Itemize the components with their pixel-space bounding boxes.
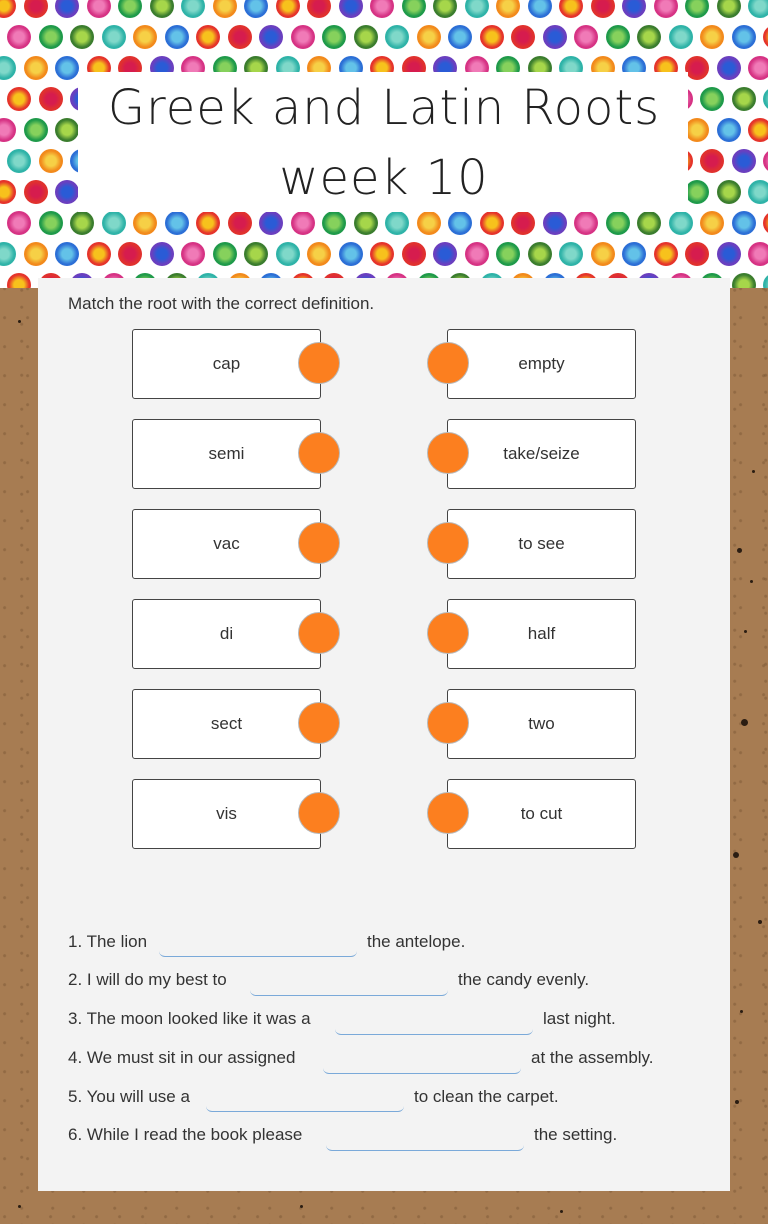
match-connector-handle[interactable] xyxy=(427,792,469,834)
answer-blank-1[interactable] xyxy=(159,936,357,957)
decorative-dot xyxy=(717,56,741,80)
decorative-dot xyxy=(165,211,189,235)
decorative-dot xyxy=(417,211,441,235)
decorative-dot xyxy=(354,211,378,235)
decorative-dot xyxy=(39,25,63,49)
match-connector-handle[interactable] xyxy=(298,702,340,744)
sentence-3-end: last night. xyxy=(543,1009,616,1028)
decorative-dot xyxy=(385,211,409,235)
definition-label: two xyxy=(528,714,555,733)
decorative-dot xyxy=(433,0,457,18)
decorative-dot xyxy=(732,273,756,288)
instructions-text: Match the root with the correct definition. xyxy=(68,294,375,313)
root-card-semi[interactable] xyxy=(132,419,321,489)
decorative-dot xyxy=(685,242,709,266)
cork-fleck xyxy=(300,1205,303,1208)
decorative-dot xyxy=(7,211,31,235)
decorative-dot xyxy=(70,211,94,235)
decorative-dot xyxy=(244,0,268,18)
cork-fleck xyxy=(741,719,748,726)
cork-fleck xyxy=(752,470,755,473)
root-card-vac[interactable] xyxy=(132,509,321,579)
match-connector-handle[interactable] xyxy=(298,432,340,474)
decorative-dot xyxy=(732,25,756,49)
cork-fleck xyxy=(560,1210,563,1213)
decorative-dot xyxy=(528,0,552,18)
decorative-dot xyxy=(622,242,646,266)
definition-card-half[interactable] xyxy=(447,599,636,669)
sentence-2-start: 2. I will do my best to xyxy=(68,970,227,989)
decorative-dot xyxy=(496,0,520,18)
match-connector-handle[interactable] xyxy=(427,702,469,744)
cork-fleck xyxy=(735,1100,739,1104)
decorative-dot xyxy=(511,211,535,235)
decorative-dot xyxy=(181,0,205,18)
decorative-dot xyxy=(717,242,741,266)
decorative-dot xyxy=(637,211,661,235)
decorative-dot xyxy=(322,211,346,235)
decorative-dot xyxy=(654,0,678,18)
decorative-dot xyxy=(7,25,31,49)
decorative-dot xyxy=(559,242,583,266)
definition-card-take-seize[interactable] xyxy=(447,419,636,489)
decorative-dot xyxy=(307,242,331,266)
decorative-dot xyxy=(0,242,16,266)
decorative-dot xyxy=(559,0,583,18)
decorative-dot xyxy=(465,242,489,266)
decorative-dot xyxy=(0,0,16,18)
decorative-dot xyxy=(700,211,724,235)
decorative-dot xyxy=(87,242,111,266)
sentence-5-end: to clean the carpet. xyxy=(414,1087,559,1106)
root-label: vac xyxy=(213,534,240,553)
decorative-dot xyxy=(543,25,567,49)
decorative-dot xyxy=(480,211,504,235)
decorative-dot xyxy=(150,0,174,18)
sentence-1-end: the antelope. xyxy=(367,932,466,951)
decorative-dot xyxy=(87,0,111,18)
sentence-1-start: 1. The lion xyxy=(68,932,148,951)
decorative-dot xyxy=(259,211,283,235)
answer-blank-3[interactable] xyxy=(335,1014,533,1035)
decorative-dot xyxy=(685,56,709,80)
decorative-dot xyxy=(606,211,630,235)
root-label: sect xyxy=(210,714,243,733)
answer-blank-5[interactable] xyxy=(206,1091,404,1112)
decorative-dot xyxy=(606,25,630,49)
decorative-dot xyxy=(24,56,48,80)
decorative-dot xyxy=(763,211,768,235)
decorative-dot xyxy=(574,25,598,49)
decorative-dot xyxy=(385,25,409,49)
decorative-dot xyxy=(622,0,646,18)
decorative-dot xyxy=(276,0,300,18)
decorative-dot xyxy=(259,25,283,49)
decorative-dot xyxy=(591,242,615,266)
sentence-4-start: 4. We must sit in our assigned xyxy=(68,1048,296,1067)
decorative-dot xyxy=(307,0,331,18)
decorative-dot xyxy=(118,0,142,18)
answer-blank-6[interactable] xyxy=(326,1130,524,1151)
cork-fleck xyxy=(758,920,762,924)
decorative-dot xyxy=(55,56,79,80)
decorative-dot xyxy=(55,242,79,266)
decorative-dot xyxy=(748,242,768,266)
decorative-dot xyxy=(685,0,709,18)
sentence-5-start: 5. You will use a xyxy=(68,1087,190,1106)
match-connector-handle[interactable] xyxy=(298,342,340,384)
match-connector-handle[interactable] xyxy=(427,612,469,654)
decorative-dot xyxy=(181,242,205,266)
decorative-dot xyxy=(339,0,363,18)
decorative-dot xyxy=(637,25,661,49)
root-card-di[interactable] xyxy=(132,599,321,669)
decorative-dot xyxy=(276,242,300,266)
decorative-dot xyxy=(448,211,472,235)
decorative-dot xyxy=(55,0,79,18)
decorative-dot xyxy=(0,56,16,80)
sentence-6-start: 6. While I read the book please xyxy=(68,1125,303,1144)
decorative-dot xyxy=(417,25,441,49)
decorative-dot xyxy=(717,0,741,18)
match-connector-handle[interactable] xyxy=(427,522,469,564)
decorative-dot xyxy=(102,25,126,49)
definition-label: empty xyxy=(518,354,565,373)
cork-fleck xyxy=(737,548,742,553)
sentence-3-start: 3. The moon looked like it was a xyxy=(68,1009,311,1028)
decorative-dot xyxy=(354,25,378,49)
decorative-dot xyxy=(24,0,48,18)
decorative-dot xyxy=(244,242,268,266)
decorative-dot xyxy=(528,242,552,266)
decorative-dot xyxy=(574,211,598,235)
definition-label: to see xyxy=(518,534,565,553)
decorative-dot xyxy=(763,273,768,288)
decorative-dot xyxy=(133,25,157,49)
decorative-dot xyxy=(213,0,237,18)
decorative-dot xyxy=(133,211,157,235)
sentence-4-end: at the assembly. xyxy=(531,1048,654,1067)
decorative-dot xyxy=(402,242,426,266)
decorative-dot xyxy=(228,25,252,49)
match-connector-handle[interactable] xyxy=(298,522,340,564)
cork-fleck xyxy=(733,852,739,858)
decorative-dot xyxy=(370,242,394,266)
page-subtitle: week 10 xyxy=(279,150,489,206)
decorative-dot xyxy=(150,242,174,266)
match-connector-handle[interactable] xyxy=(298,792,340,834)
decorative-dot xyxy=(322,25,346,49)
decorative-dot xyxy=(118,242,142,266)
root-card-cap[interactable] xyxy=(132,329,321,399)
definition-label: to cut xyxy=(520,804,563,823)
definition-card-two[interactable] xyxy=(447,689,636,759)
decorative-dot xyxy=(339,242,363,266)
decorative-dot xyxy=(591,0,615,18)
decorative-dot xyxy=(70,25,94,49)
decorative-dot xyxy=(370,0,394,18)
root-card-vis[interactable] xyxy=(132,779,321,849)
cork-fleck xyxy=(18,1205,21,1208)
answer-blank-2[interactable] xyxy=(250,975,448,996)
decorative-dot xyxy=(748,56,768,80)
match-connector-handle[interactable] xyxy=(427,342,469,384)
decorative-dot xyxy=(7,273,31,288)
sentence-6-end: the setting. xyxy=(534,1125,618,1144)
definition-label: take/seize xyxy=(503,444,580,463)
root-label: semi xyxy=(208,444,245,463)
decorative-dot xyxy=(196,25,220,49)
sentence-2-end: the candy evenly. xyxy=(458,970,590,989)
definition-card-empty[interactable] xyxy=(447,329,636,399)
decorative-dot xyxy=(24,242,48,266)
match-connector-handle[interactable] xyxy=(298,612,340,654)
decorative-dot xyxy=(213,242,237,266)
decorative-dot xyxy=(669,211,693,235)
root-card-sect[interactable] xyxy=(132,689,321,759)
decorative-dot xyxy=(700,25,724,49)
decorative-dot xyxy=(543,211,567,235)
decorative-dot xyxy=(228,211,252,235)
decorative-dot xyxy=(448,25,472,49)
root-label: vis xyxy=(216,804,237,823)
decorative-dot xyxy=(511,25,535,49)
decorative-dot xyxy=(669,25,693,49)
decorative-dot xyxy=(165,25,189,49)
definition-card-to-see[interactable] xyxy=(447,509,636,579)
definition-card-to-cut[interactable] xyxy=(447,779,636,849)
decorative-dot xyxy=(291,25,315,49)
cork-fleck xyxy=(18,320,21,323)
decorative-dot xyxy=(291,211,315,235)
decorative-dot xyxy=(39,211,63,235)
decorative-dot xyxy=(402,0,426,18)
decorative-dot xyxy=(480,25,504,49)
decorative-dot xyxy=(465,0,489,18)
root-label: di xyxy=(219,624,234,643)
cork-fleck xyxy=(750,580,753,583)
decorative-dot xyxy=(496,242,520,266)
page-title: Greek and Latin Roots xyxy=(107,80,661,136)
decorative-dot xyxy=(433,242,457,266)
decorative-dot xyxy=(748,0,768,18)
cork-fleck xyxy=(740,1010,743,1013)
decorative-dot xyxy=(732,211,756,235)
decorative-dot xyxy=(763,25,768,49)
decorative-dot xyxy=(196,211,220,235)
definition-label: half xyxy=(527,624,556,643)
root-label: cap xyxy=(212,354,241,373)
match-connector-handle[interactable] xyxy=(427,432,469,474)
decorative-dot xyxy=(654,242,678,266)
decorative-dot xyxy=(102,211,126,235)
answer-blank-4[interactable] xyxy=(323,1053,521,1074)
cork-fleck xyxy=(744,630,747,633)
